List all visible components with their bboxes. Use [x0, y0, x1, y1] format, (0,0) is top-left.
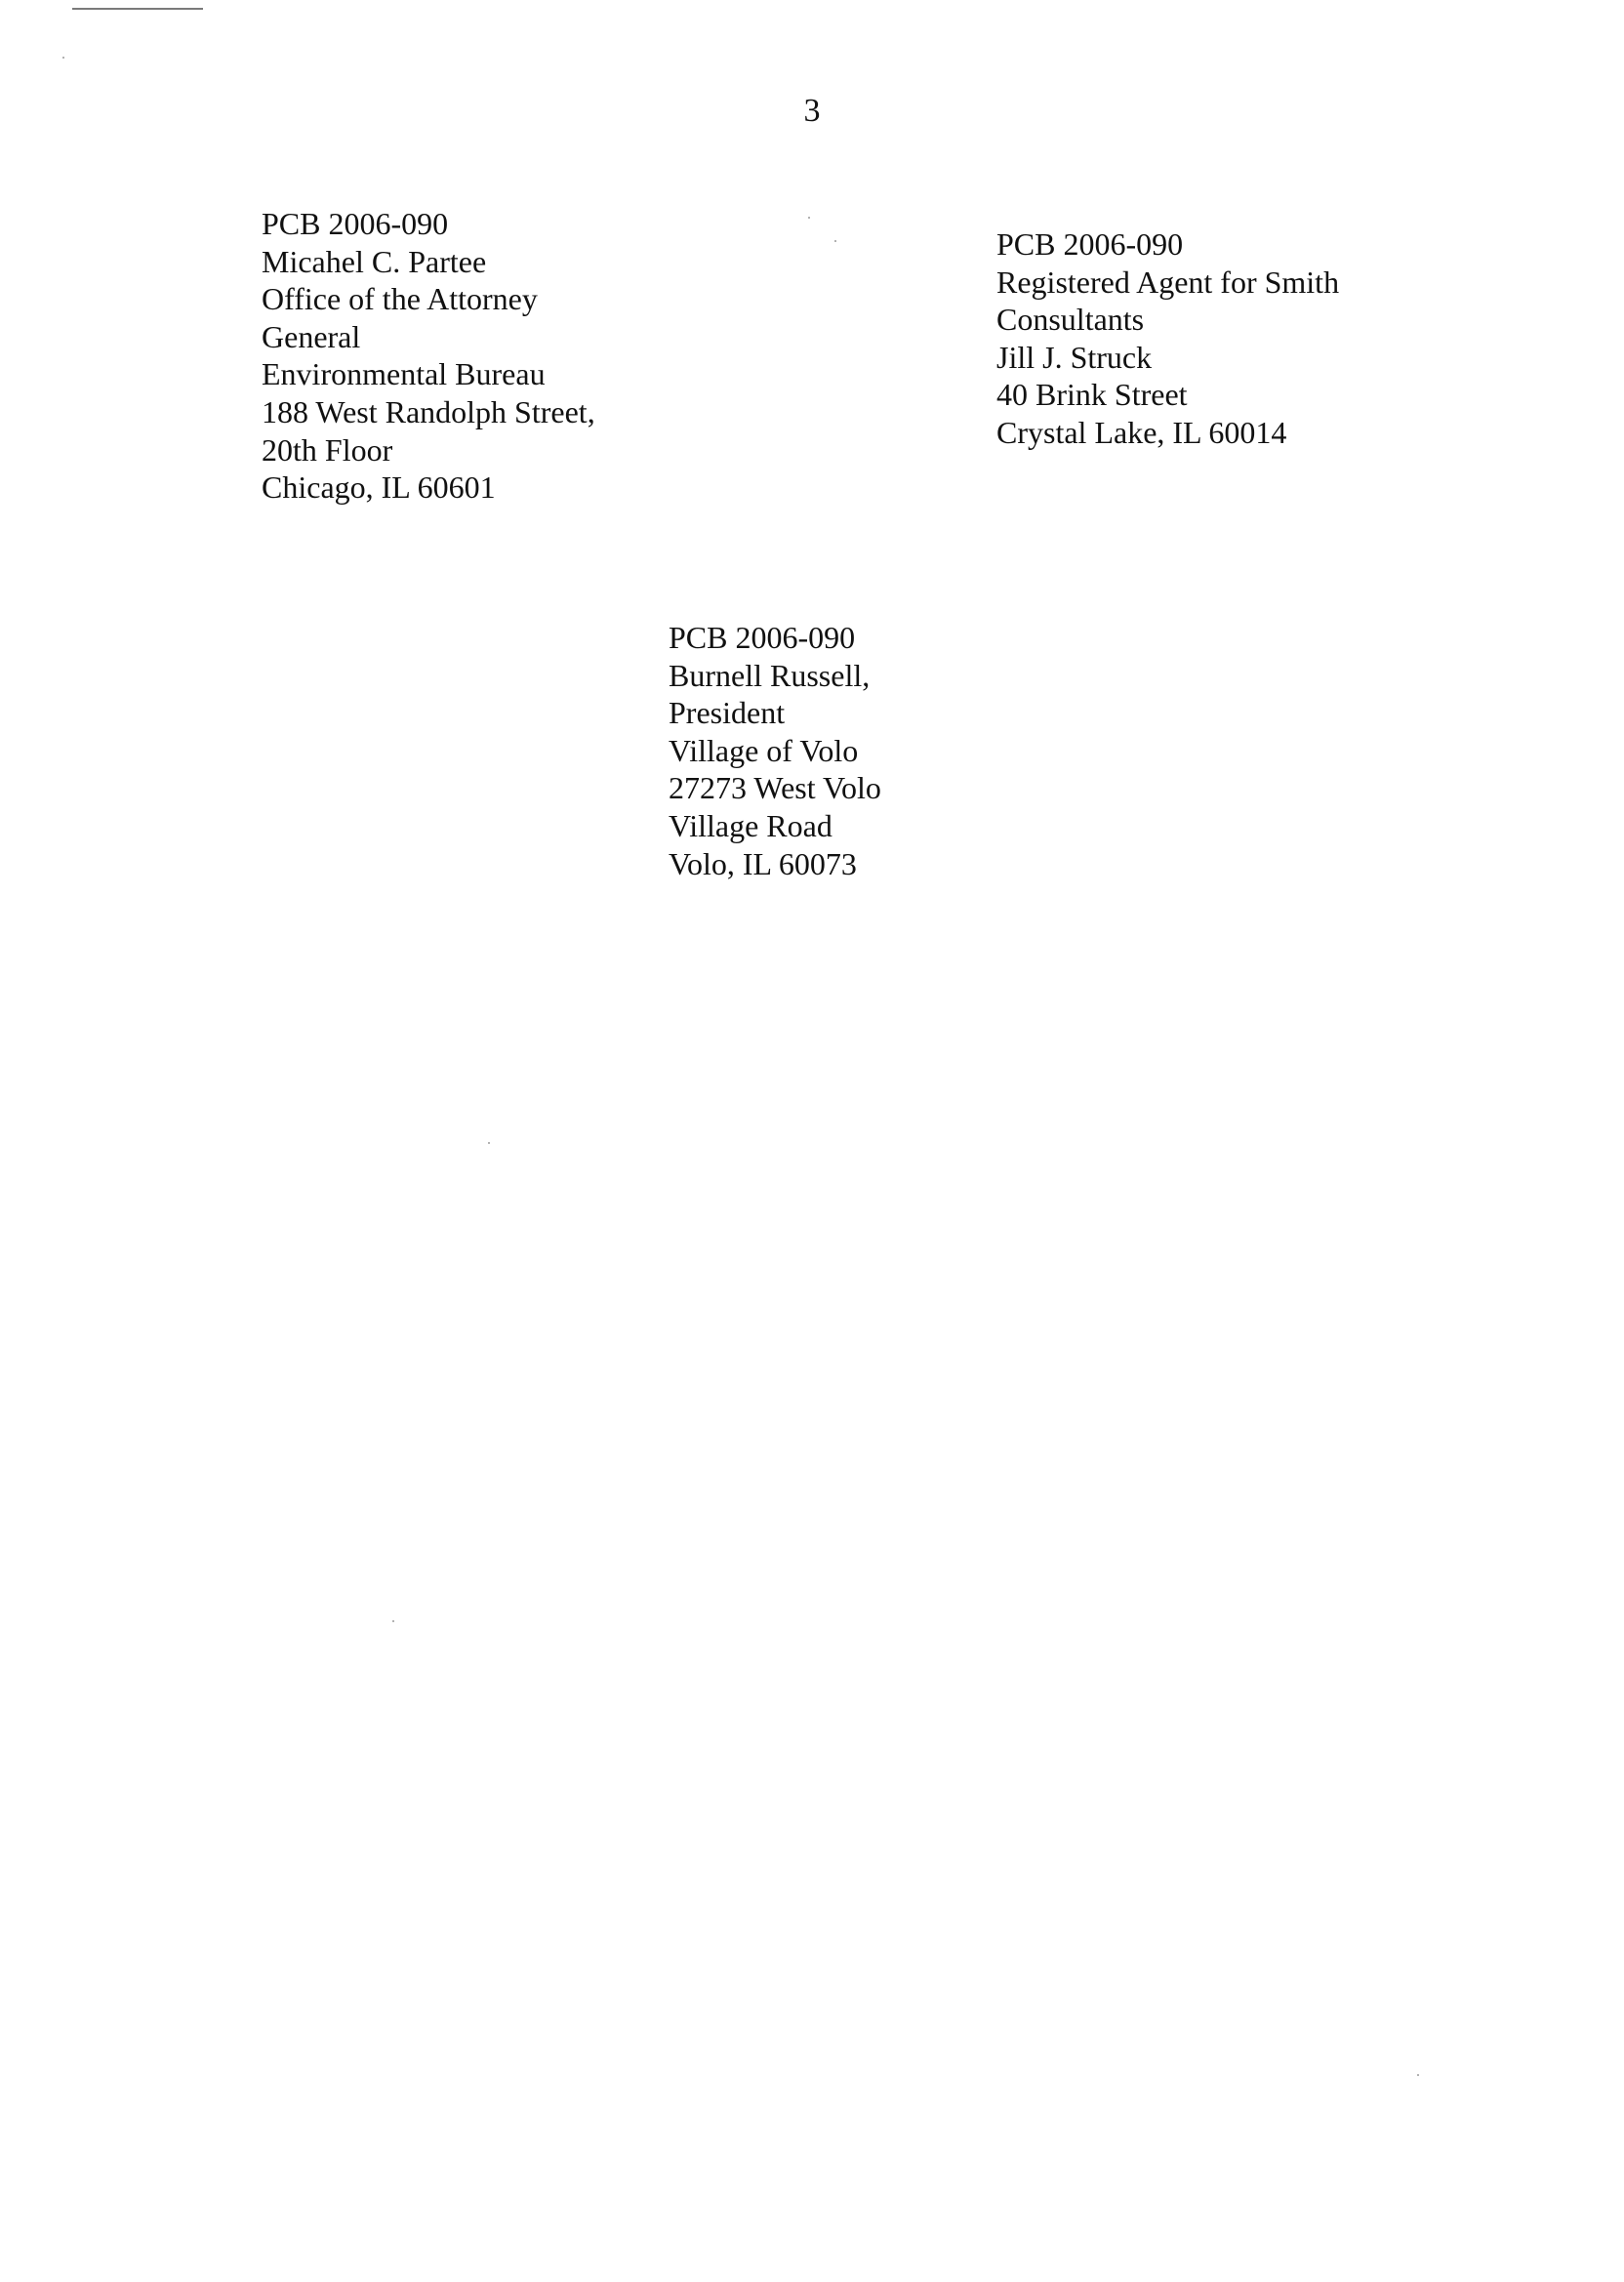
address-block-attorney-general [262, 205, 595, 507]
page-number: 3 [803, 93, 821, 129]
recipient-name: Jill J. Struck [996, 339, 1153, 375]
address-line: Village Road [669, 807, 832, 843]
scan-speck [834, 240, 836, 242]
recipient-name: Burnell Russell, [669, 657, 871, 693]
address-line: Registered Agent for Smith [996, 264, 1340, 300]
address-line: Village of Volo [669, 732, 859, 768]
scan-artifact-rule [72, 8, 203, 10]
scan-speck [488, 1142, 490, 1144]
address-line: President [669, 695, 786, 731]
address-line: Crystal Lake, IL 60014 [996, 414, 1287, 450]
address-line: 188 West Randolph Street, [262, 393, 595, 429]
address-line: Volo, IL 60073 [669, 845, 857, 881]
case-number: PCB 2006-090 [669, 620, 856, 655]
address-line: Environmental Bureau [262, 356, 546, 392]
scan-speck [62, 57, 64, 59]
address-line: Chicago, IL 60601 [262, 469, 496, 506]
address-line: 40 Brink Street [996, 377, 1188, 413]
recipient-name: Micahel C. Partee [262, 243, 487, 279]
scan-speck [808, 217, 810, 219]
scan-speck [392, 1620, 394, 1622]
case-number: PCB 2006-090 [262, 206, 449, 241]
address-line: General [262, 318, 361, 354]
address-line: Consultants [996, 302, 1145, 338]
address-block-village-of-volo [669, 619, 881, 882]
case-number: PCB 2006-090 [996, 226, 1184, 262]
address-line: Office of the Attorney [262, 281, 538, 317]
scan-speck [1417, 2074, 1419, 2076]
address-block-registered-agent [996, 225, 1339, 452]
address-line: 20th Floor [262, 431, 393, 468]
address-line: 27273 West Volo [669, 770, 881, 806]
